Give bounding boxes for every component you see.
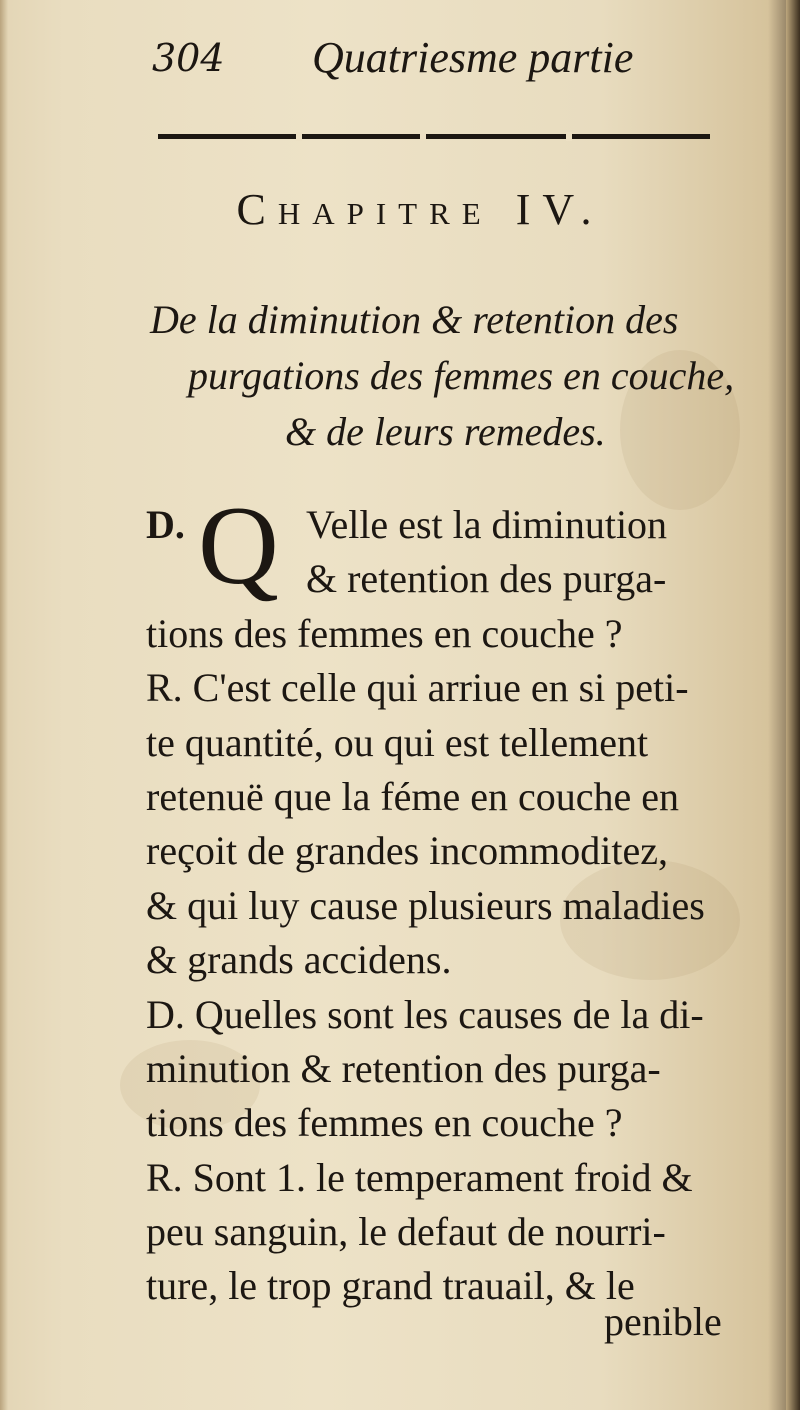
question-opening [146,484,746,608]
text-line: ture, le trop grand trauail, & le [146,1263,635,1309]
text-line: te quantité, ou qui est tellement [146,719,649,765]
text-line: retenuë que la féme en couche en [146,773,680,819]
text-line: minution & retention des purga- [146,1045,661,1091]
page-number: 304 [152,36,225,80]
subtitle-line: De la diminution & retention des [150,297,679,342]
text-line: reçoit de grandes incommoditez, [146,828,669,874]
subtitle-line: & de leurs remedes. [285,409,606,454]
subtitle-line: purgations des femmes en couche, [188,353,735,398]
chapter-heading: Chapitre IV. [236,185,604,234]
running-head: Quatriesme partie [312,33,634,82]
text-line: & qui luy cause plusieurs maladies [146,882,705,928]
text-line: & grands accidens. [146,937,452,983]
text-line: & retention des purga- [306,556,667,602]
text-line: R. Sont 1. le temperament froid & [146,1154,693,1200]
rule-break [296,132,302,141]
rule-break [566,132,572,141]
chapter-subtitle [150,292,760,460]
speaker-label: D. [146,502,185,547]
text-line: D. Quelles sont les causes de la di- [146,991,704,1037]
catchword: penible [604,1299,722,1344]
body-text [146,484,746,1314]
dropcap-lines [306,498,667,607]
drop-cap: Q [198,484,279,608]
text-line: tions des femmes en couche ? [146,610,623,656]
page-header [152,26,712,86]
text-line: Velle est la diminution [306,502,668,547]
text-line: R. C'est celle qui arriue en si peti- [146,665,689,711]
header-rule [158,134,710,139]
rule-break [420,132,426,141]
text-line: tions des femmes en couche ? [146,1100,623,1146]
text-line: peu sanguin, le defaut de nourri- [146,1209,666,1255]
